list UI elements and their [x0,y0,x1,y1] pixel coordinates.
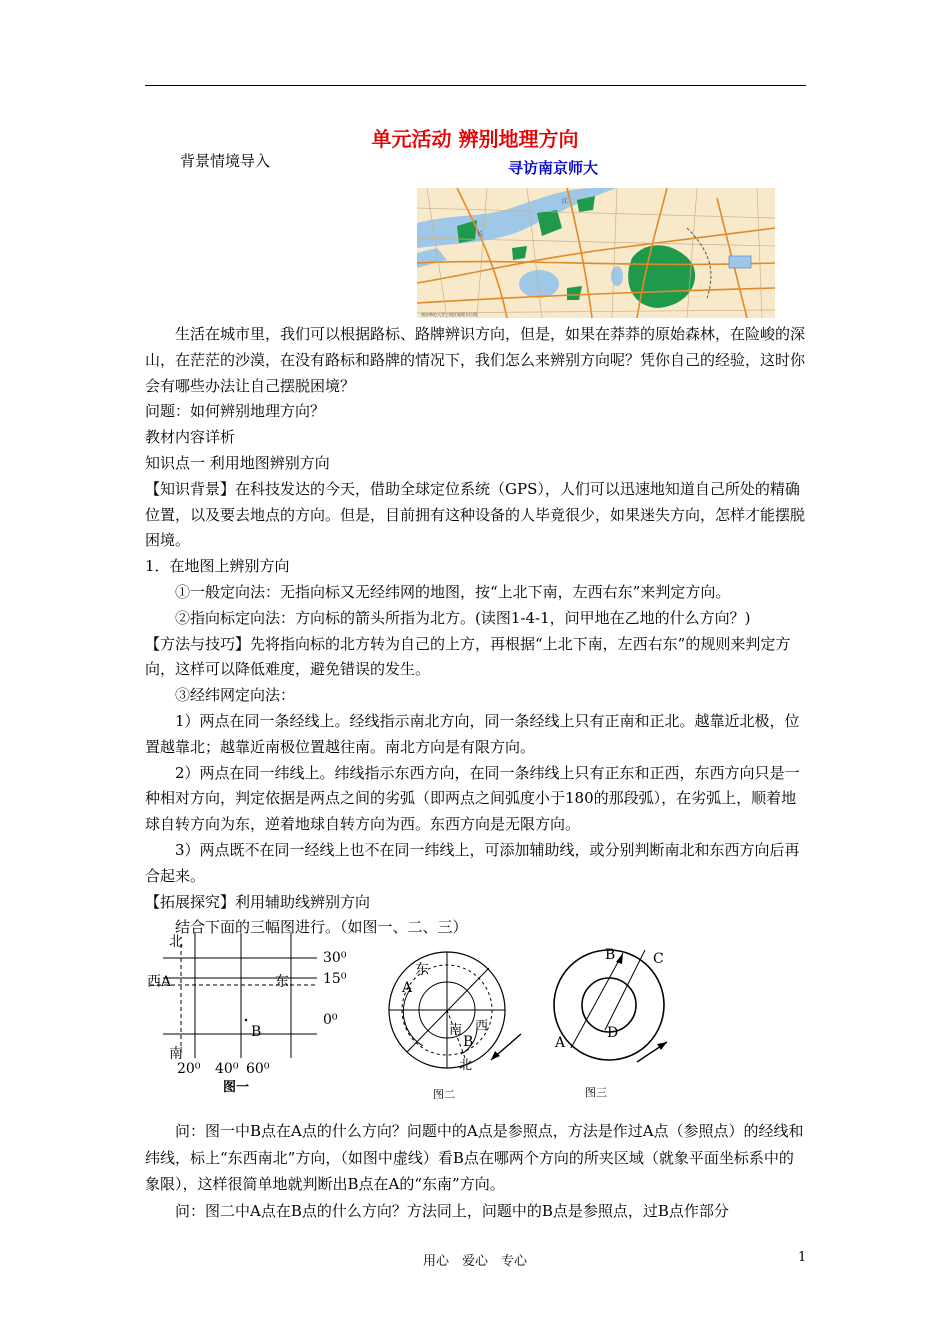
questions-text [145,1118,806,1224]
fig1-lat-0: 0⁰ [323,1012,338,1028]
fig1-north-label: 北 [169,934,183,950]
fig3-caption: 图三 [585,1086,607,1099]
fig2-south-label: 南 [449,1023,463,1038]
paragraph: 2）两点在同一纬线上。纬线指示东西方向，在同一条纬线上只有正东和正西，东西方向只是一种相对方向，判定依据是两点之间的劣弧（即两点之间弧度小于180的那段弧），在劣弧上，顺着地球自转方向为东，逆着地球自转方向为西。东西方向是无限方向。 [145,763,800,834]
paragraph: ①一般定向法：无指向标又无经纬网的地图，按“上北下南，左西右东”来判定方向。 [175,582,731,601]
paragraph: ③经纬网定向法： [175,686,296,705]
paragraph: 【拓展探究】利用辅助线辨别方向 [145,892,371,911]
campus-map-image [417,188,775,318]
paragraph: 教材内容详析 [145,428,236,447]
fig1-point-b: B [251,1024,262,1040]
figure-three [554,947,667,1099]
paragraph: 【知识背景】在科技发达的今天，借助全球定位系统（GPS），人们可以迅速地知道自己所处的精确位置，以及要去地点的方向。但是，目前拥有这种设备的人毕竟很少，如果迷失方向，怎样才能摆脱困境。 [145,479,806,550]
page-footer: 用心 爱心 专心 [422,1254,527,1269]
paragraph: ②指向标定向法：方向标的箭头所指为北方。(读图1-4-1，问甲地在乙地的什么方向？) [175,608,751,627]
fig2-caption: 图二 [433,1088,455,1101]
paragraph: 3）两点既不在同一经线上也不在同一纬线上，可添加辅助线，或分别判断南北和东西方向后再合起来。 [145,840,800,885]
fig1-west-a-label: 西A [147,974,172,990]
page-number: 1 [798,1250,807,1265]
fig1-lon-60: 60⁰ [246,1061,270,1077]
paragraph: 1．在地图上辨别方向 [145,557,290,576]
map-label-river: 江 [562,198,569,205]
fig1-lon-20: 20⁰ [177,1061,201,1077]
fig2-west-label: 西 [475,1019,489,1034]
fig2-point-a: A [402,980,413,996]
fig2-east-label: 东 [415,962,429,978]
fig3-point-b: B [605,947,616,963]
fig1-lat-30: 30⁰ [323,950,347,966]
section-background-intro: 背景情境导入 [180,152,271,170]
fig2-north-label: 北 [459,1058,473,1073]
paragraph: 生活在城市里，我们可以根据路标、路牌辨识方向，但是，如果在莽莽的原始森林，在险峻的深山，在茫茫的沙漠，在没有路标和路牌的情况下，我们怎么来辨别方向呢？凭你自己的经验，这时你会有哪些办法让自己摆脱困境？ [145,325,806,395]
paragraph: 问题：如何辨别地理方向？ [145,402,326,421]
map-caption: 南京师范大学三校区地理方位图 [421,312,477,317]
paragraph: 【方法与技巧】先将指向标的北方转为自己的上方，再根据“上北下南，左西右东”的规则来判定方向，这样可以降低难度，避免错误的发生。 [145,634,791,679]
fig1-caption: 图一 [223,1080,250,1095]
fig1-east-label: 东 [275,974,289,990]
fig2-point-b: B [463,1034,474,1050]
paragraph: 知识点一 利用地图辨别方向 [145,453,330,472]
fig1-lat-15: 15⁰ [323,971,347,987]
map-subtitle: 寻访南京师大 [508,159,599,177]
figure-two [389,952,521,1101]
fig1-south-label: 南 [169,1046,183,1062]
fig1-lon-40: 40⁰ [215,1061,239,1077]
fig3-point-d: D [607,1025,619,1041]
figure-one [147,933,347,1095]
body-text [145,322,806,941]
direction-diagrams [145,928,806,1113]
header-rule [145,85,806,86]
question-paragraph: 问：图一中B点在A点的什么方向？问题中的A点是参照点，方法是作过A点（参照点）的经线和纬线，标上“东西南北”方向，（如图中虚线）看B点在哪两个方向的所夹区域（就象平面坐标系中的象限），这样很简单地就判断出B点在A的“东南”方向。 [145,1122,804,1193]
question-paragraph: 问：图二中A点在B点的什么方向？方法同上，问题中的B点是参照点，过B点作部分 [175,1201,729,1220]
map-label-chang: 长 [477,231,484,238]
paragraph: 结合下面的三幅图进行。（如图一、二、三） [175,918,468,937]
page-title: 单元活动 辨别地理方向 [371,127,579,151]
paragraph: 1）两点在同一条经线上。经线指示南北方向，同一条经线上只有正南和正北。越靠近北极，位置越靠北；越靠近南极位置越往南。南北方向是有限方向。 [145,711,800,756]
fig3-point-c: C [653,951,664,967]
fig3-point-a: A [555,1035,566,1051]
